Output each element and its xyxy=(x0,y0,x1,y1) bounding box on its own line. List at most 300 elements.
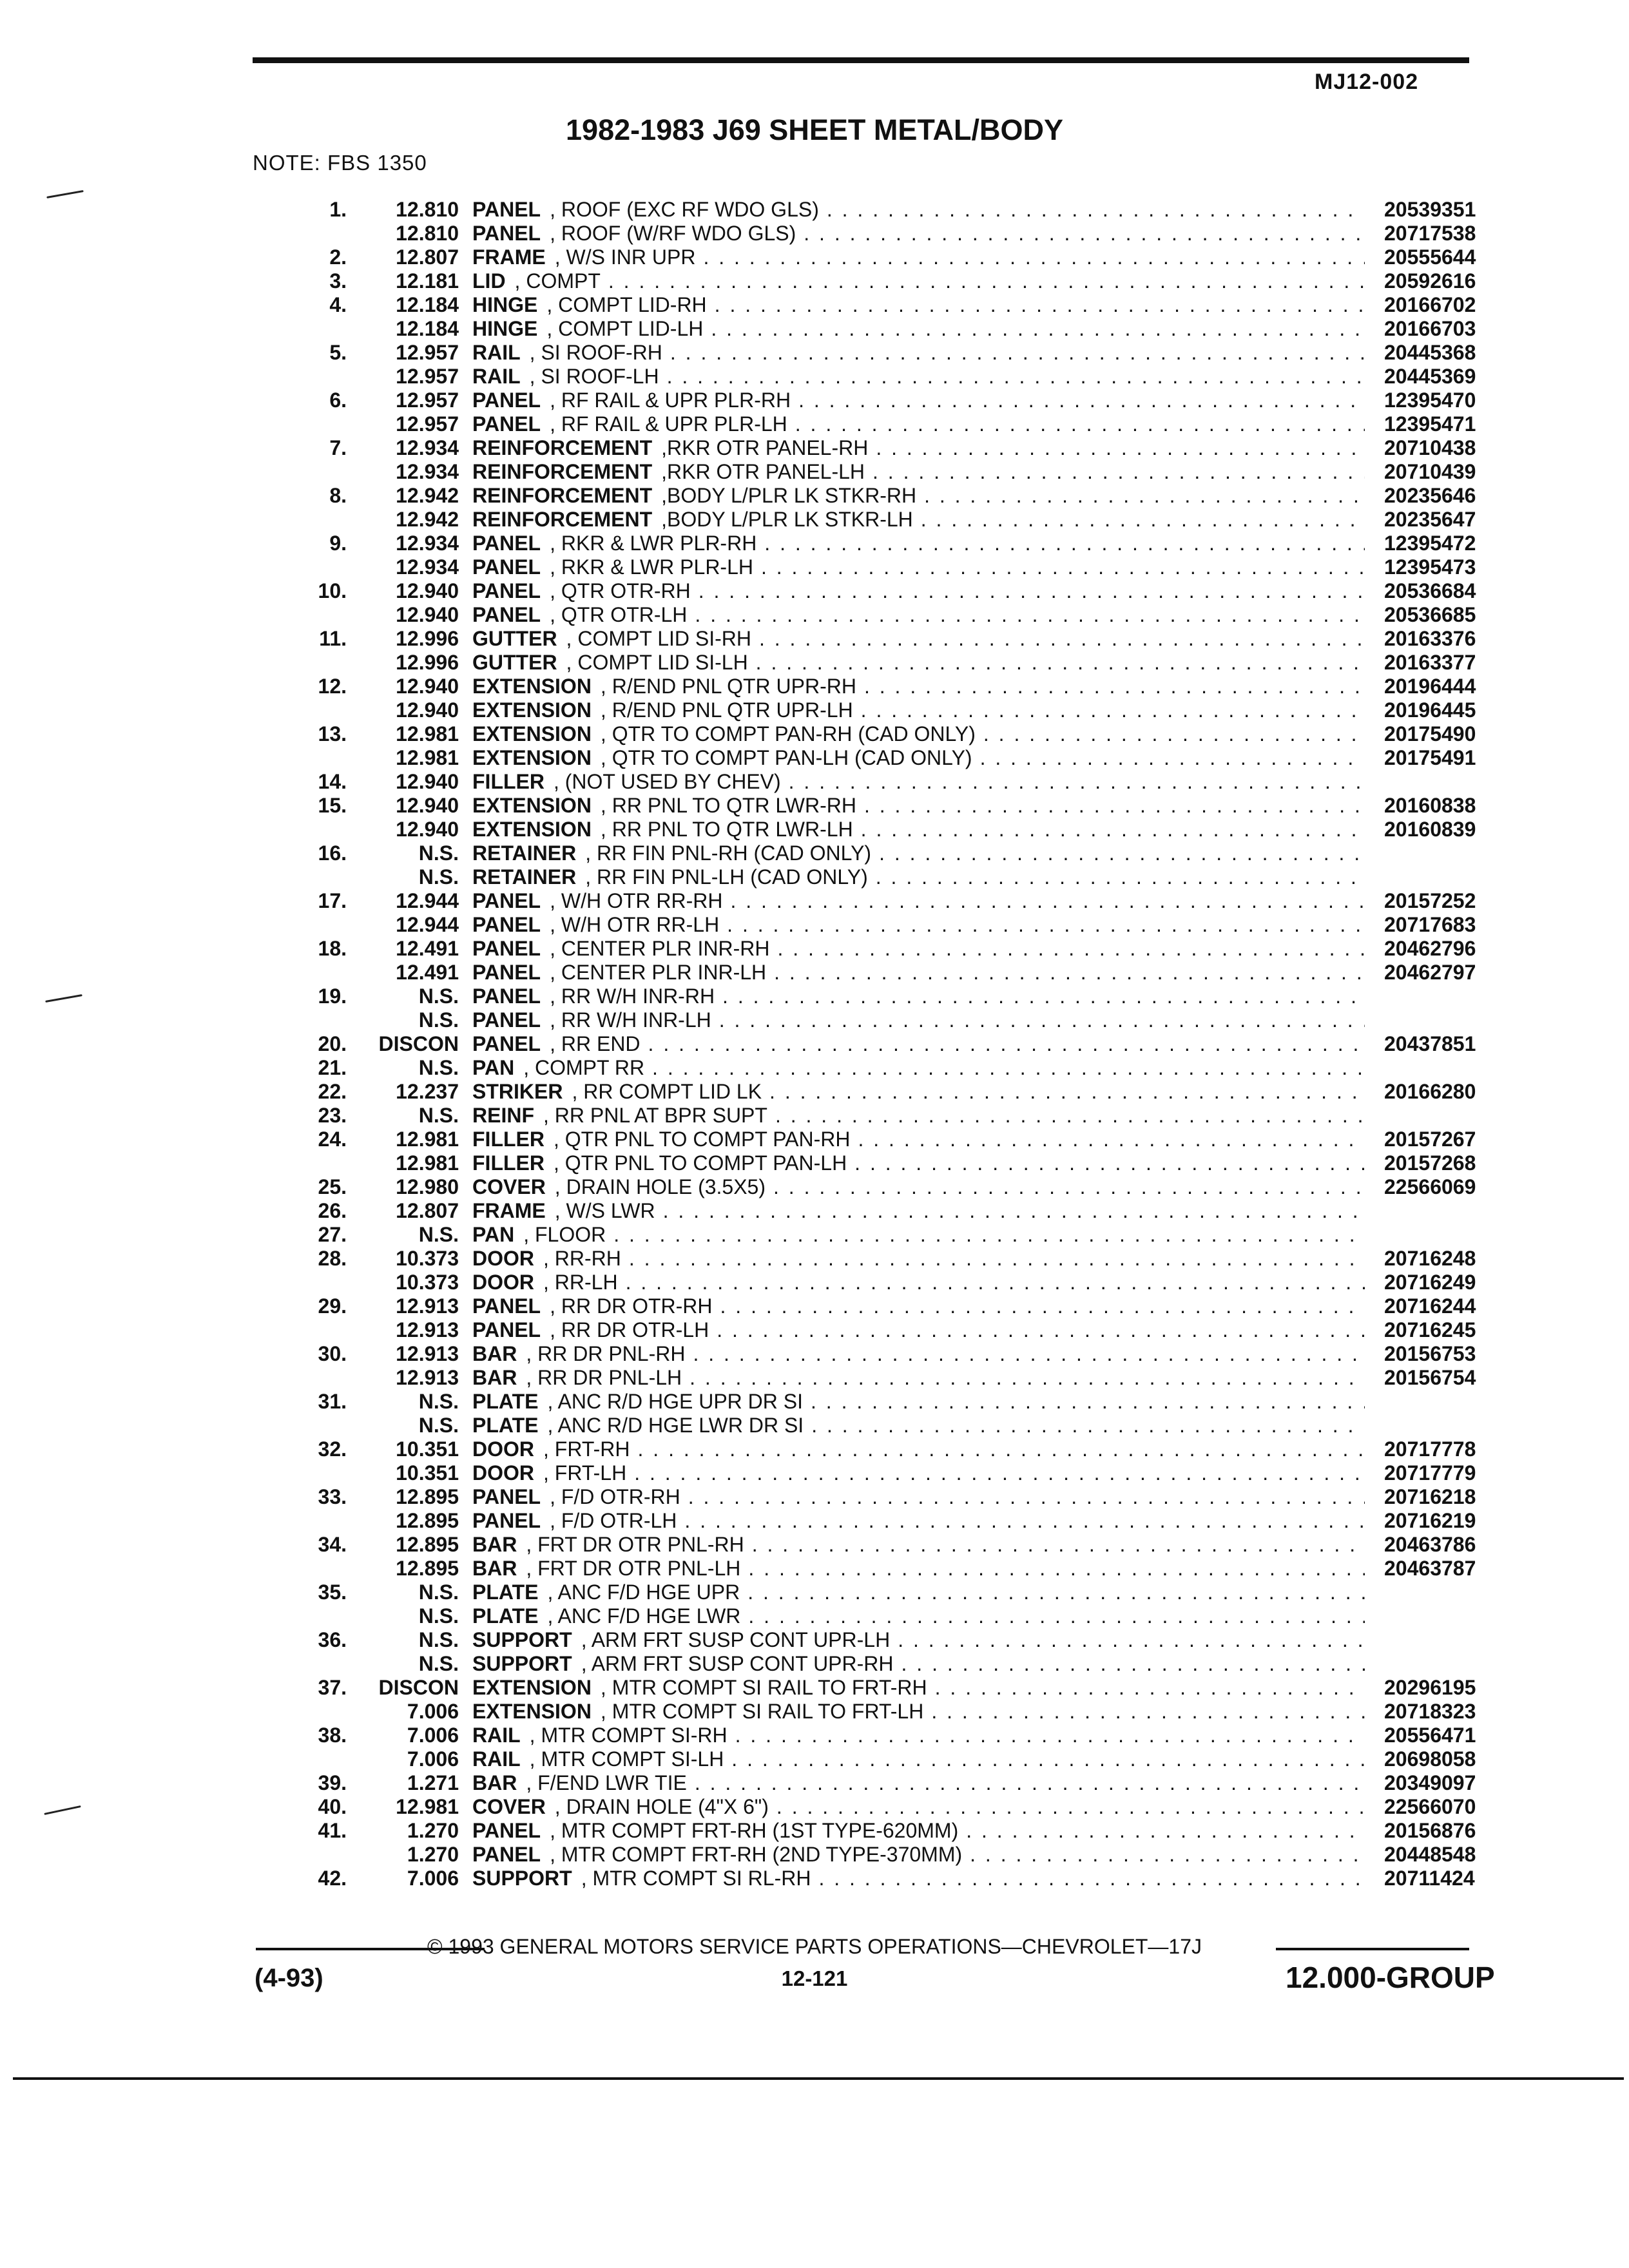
item-number: 1. xyxy=(329,198,347,221)
part-detail: , RR END xyxy=(550,1032,641,1055)
part-detail: , F/D OTR-RH xyxy=(550,1485,680,1508)
part-description xyxy=(472,937,1365,961)
parts-row xyxy=(0,412,1629,436)
part-number: 20156876 xyxy=(1384,1819,1476,1842)
group-number: 1.270 xyxy=(407,1819,459,1842)
leader-dots xyxy=(980,746,1365,770)
part-name: HINGE xyxy=(472,317,538,340)
parts-row xyxy=(0,961,1629,985)
group-number: 12.980 xyxy=(396,1175,459,1198)
part-name: REINFORCEMENT xyxy=(472,436,653,459)
part-detail: , RR-RH xyxy=(543,1247,621,1270)
leader-dots xyxy=(764,532,1365,555)
group-number: 12.940 xyxy=(396,603,459,626)
part-name: RAIL xyxy=(472,341,521,364)
part-name: COVER xyxy=(472,1795,546,1818)
part-name: EXTENSION xyxy=(472,818,592,841)
part-number: 20536685 xyxy=(1384,603,1476,626)
item-number: 32. xyxy=(318,1437,347,1461)
group-number: 12.895 xyxy=(396,1485,459,1508)
part-number: 12395473 xyxy=(1384,555,1476,579)
parts-row xyxy=(0,1461,1629,1485)
part-detail: , FRT DR OTR PNL-LH xyxy=(526,1557,741,1580)
part-name: FRAME xyxy=(472,245,546,269)
item-number: 6. xyxy=(329,389,347,412)
group-number: 12.944 xyxy=(396,913,459,936)
leader-dots xyxy=(731,1747,1365,1771)
part-detail: , FRT-LH xyxy=(543,1461,627,1485)
part-description xyxy=(472,317,1365,341)
leader-dots xyxy=(719,1008,1365,1032)
leader-dots xyxy=(804,222,1365,245)
leader-dots xyxy=(613,1223,1365,1247)
item-number: 21. xyxy=(318,1056,347,1079)
part-detail: , QTR TO COMPT PAN-LH (CAD ONLY) xyxy=(600,746,972,769)
group-number: N.S. xyxy=(418,1652,459,1675)
document-id: MJ12-002 xyxy=(1315,70,1419,94)
part-name: PANEL xyxy=(472,961,541,984)
part-detail: ,RKR OTR PANEL-LH xyxy=(661,460,865,483)
group-number: DISCON xyxy=(378,1032,459,1055)
page-number: 12-121 xyxy=(781,1966,848,1990)
item-number: 12. xyxy=(318,675,347,698)
part-description xyxy=(472,1032,1365,1056)
part-detail: , CENTER PLR INR-LH xyxy=(550,961,767,984)
group-number: 12.940 xyxy=(396,794,459,817)
item-number: 22. xyxy=(318,1080,347,1103)
leader-dots xyxy=(689,1366,1365,1390)
item-number: 33. xyxy=(318,1485,347,1508)
part-description xyxy=(472,1199,1365,1223)
part-number: 20716249 xyxy=(1384,1271,1476,1294)
group-number: 12.913 xyxy=(396,1366,459,1389)
part-name: PANEL xyxy=(472,1819,541,1842)
parts-row xyxy=(0,532,1629,555)
part-detail: , COMPT LID SI-RH xyxy=(566,627,751,650)
parts-row xyxy=(0,675,1629,698)
group-number: 12.940 xyxy=(396,698,459,722)
item-number: 38. xyxy=(318,1724,347,1747)
part-detail: , W/S LWR xyxy=(554,1199,655,1222)
leader-dots xyxy=(652,1056,1365,1080)
part-description xyxy=(472,1604,1365,1628)
leader-dots xyxy=(827,198,1365,222)
part-name: PANEL xyxy=(472,1485,541,1508)
part-detail: , W/H OTR RR-RH xyxy=(550,889,723,912)
part-description xyxy=(472,389,1365,412)
part-detail: , ANC F/D HGE LWR xyxy=(547,1604,741,1628)
part-description xyxy=(472,1557,1365,1581)
leader-dots xyxy=(684,1509,1365,1533)
part-description xyxy=(472,436,1365,460)
part-description xyxy=(472,1795,1365,1819)
item-number: 20. xyxy=(318,1032,347,1055)
part-detail: , R/END PNL QTR UPR-LH xyxy=(600,698,853,722)
part-description xyxy=(472,1414,1365,1437)
part-description xyxy=(472,1056,1365,1080)
item-number: 30. xyxy=(318,1342,347,1365)
group-number: 10.373 xyxy=(396,1271,459,1294)
parts-row xyxy=(0,937,1629,961)
part-detail: , RR W/H INR-LH xyxy=(550,1008,711,1032)
leader-dots xyxy=(775,1104,1365,1128)
parts-row xyxy=(0,1604,1629,1628)
leader-dots xyxy=(667,365,1365,389)
parts-row xyxy=(0,1151,1629,1175)
group-number: 12.957 xyxy=(396,341,459,364)
part-detail: , COMPT RR xyxy=(523,1056,645,1079)
group-number: 12.957 xyxy=(396,389,459,412)
part-name: PLATE xyxy=(472,1604,539,1628)
part-description xyxy=(472,412,1365,436)
group-number: 12.895 xyxy=(396,1509,459,1532)
parts-row xyxy=(0,1294,1629,1318)
part-description xyxy=(472,1318,1365,1342)
leader-dots xyxy=(861,698,1365,722)
group-number: 1.270 xyxy=(407,1843,459,1866)
part-number: 20175491 xyxy=(1384,746,1476,769)
parts-list xyxy=(0,198,1629,1890)
parts-row xyxy=(0,1390,1629,1414)
part-number: 20536684 xyxy=(1384,579,1476,602)
part-number: 20196445 xyxy=(1384,698,1476,722)
leader-dots xyxy=(898,1628,1365,1652)
item-number: 15. xyxy=(318,794,347,817)
part-description xyxy=(472,865,1365,889)
part-description xyxy=(472,1080,1365,1104)
part-name: EXTENSION xyxy=(472,746,592,769)
group-number: 12.237 xyxy=(396,1080,459,1103)
part-detail: , SI ROOF-RH xyxy=(529,341,662,364)
item-number: 18. xyxy=(318,937,347,960)
leader-dots xyxy=(924,484,1365,508)
bottom-rule xyxy=(13,2077,1624,2080)
leader-dots xyxy=(727,913,1365,937)
part-number: 20196444 xyxy=(1384,675,1476,698)
group-number: 12.940 xyxy=(396,770,459,793)
item-number: 42. xyxy=(318,1867,347,1890)
part-detail: , FLOOR xyxy=(523,1223,606,1246)
parts-row xyxy=(0,1247,1629,1271)
part-number: 20160838 xyxy=(1384,794,1476,817)
parts-row xyxy=(0,1795,1629,1819)
part-number: 20698058 xyxy=(1384,1747,1476,1771)
group-number: DISCON xyxy=(378,1676,459,1699)
part-description xyxy=(472,770,1365,794)
part-number: 20166702 xyxy=(1384,293,1476,316)
item-number: 9. xyxy=(329,532,347,555)
group-number: 12.181 xyxy=(396,269,459,293)
part-name: EXTENSION xyxy=(472,794,592,817)
part-detail: ,RKR OTR PANEL-RH xyxy=(661,436,869,459)
leader-dots xyxy=(638,1437,1365,1461)
leader-dots xyxy=(695,603,1365,627)
part-detail: , CENTER PLR INR-RH xyxy=(550,937,770,960)
parts-row xyxy=(0,627,1629,651)
part-description xyxy=(472,460,1365,484)
leader-dots xyxy=(858,1128,1365,1151)
item-number: 10. xyxy=(318,579,347,602)
item-number: 29. xyxy=(318,1294,347,1318)
part-name: PANEL xyxy=(472,532,541,555)
part-name: FILLER xyxy=(472,1128,545,1151)
item-number: 2. xyxy=(329,245,347,269)
group-number: N.S. xyxy=(418,1104,459,1127)
group-number: N.S. xyxy=(418,865,459,889)
parts-row xyxy=(0,698,1629,722)
part-description xyxy=(472,222,1365,245)
part-detail: , F/D OTR-LH xyxy=(550,1509,677,1532)
part-number: 20556471 xyxy=(1384,1724,1476,1747)
part-name: REINFORCEMENT xyxy=(472,484,653,507)
part-detail: , RR PNL TO QTR LWR-LH xyxy=(600,818,853,841)
parts-row xyxy=(0,317,1629,341)
parts-row xyxy=(0,1104,1629,1128)
leader-dots xyxy=(864,675,1365,698)
group-number: N.S. xyxy=(418,1581,459,1604)
part-name: HINGE xyxy=(472,293,538,316)
part-detail: , W/H OTR RR-LH xyxy=(550,913,720,936)
parts-row xyxy=(0,1199,1629,1223)
part-number: 12395472 xyxy=(1384,532,1476,555)
part-description xyxy=(472,603,1365,627)
part-description xyxy=(472,1437,1365,1461)
part-name: PANEL xyxy=(472,1032,541,1055)
group-number: 12.940 xyxy=(396,579,459,602)
part-detail: , RF RAIL & UPR PLR-LH xyxy=(550,412,787,436)
leader-dots xyxy=(688,1485,1365,1509)
parts-row xyxy=(0,365,1629,389)
part-detail: ,BODY L/PLR LK STKR-LH xyxy=(661,508,913,531)
group-number: 12.895 xyxy=(396,1557,459,1580)
part-number: 20448548 xyxy=(1384,1843,1476,1866)
parts-row xyxy=(0,269,1629,293)
leader-dots xyxy=(748,1557,1365,1581)
parts-row xyxy=(0,651,1629,675)
leader-dots xyxy=(970,1843,1365,1867)
part-number: 12395470 xyxy=(1384,389,1476,412)
part-number: 20349097 xyxy=(1384,1771,1476,1794)
part-description xyxy=(472,1747,1365,1771)
part-description xyxy=(472,1104,1365,1128)
parts-row xyxy=(0,841,1629,865)
part-number: 20445369 xyxy=(1384,365,1476,388)
part-name: RAIL xyxy=(472,365,521,388)
group-number: 7.006 xyxy=(407,1747,459,1771)
part-number: 20592616 xyxy=(1384,269,1476,293)
part-name: PAN xyxy=(472,1223,515,1246)
group-number: 12.942 xyxy=(396,508,459,531)
parts-row xyxy=(0,818,1629,841)
leader-dots xyxy=(747,1581,1365,1604)
leader-dots xyxy=(720,1294,1365,1318)
part-description xyxy=(472,1366,1365,1390)
part-number: 20235646 xyxy=(1384,484,1476,507)
part-name: PANEL xyxy=(472,579,541,602)
part-detail: , RR COMPT LID LK xyxy=(572,1080,762,1103)
part-description xyxy=(472,341,1365,365)
group-number: 12.913 xyxy=(396,1318,459,1341)
part-detail: , RR FIN PNL-RH (CAD ONLY) xyxy=(585,841,872,865)
part-detail: , ARM FRT SUSP CONT UPR-RH xyxy=(581,1652,894,1675)
group-number: 10.351 xyxy=(396,1461,459,1485)
leader-dots xyxy=(879,841,1365,865)
part-number: 20235647 xyxy=(1384,508,1476,531)
part-number: 20716218 xyxy=(1384,1485,1476,1508)
parts-row xyxy=(0,198,1629,222)
leader-dots xyxy=(715,293,1365,317)
parts-row xyxy=(0,770,1629,794)
part-number: 20437851 xyxy=(1384,1032,1476,1055)
part-name: COVER xyxy=(472,1175,546,1198)
part-description xyxy=(472,1247,1365,1271)
leader-dots xyxy=(608,269,1365,293)
part-name: RAIL xyxy=(472,1747,521,1771)
group-number: N.S. xyxy=(418,985,459,1008)
leader-dots xyxy=(876,436,1365,460)
parts-row xyxy=(0,1485,1629,1509)
parts-row xyxy=(0,1223,1629,1247)
part-name: GUTTER xyxy=(472,651,557,674)
part-name: BAR xyxy=(472,1533,517,1556)
part-name: EXTENSION xyxy=(472,722,592,745)
part-description xyxy=(472,1485,1365,1509)
part-detail: , ANC F/D HGE UPR xyxy=(547,1581,740,1604)
part-name: BAR xyxy=(472,1771,517,1794)
parts-row xyxy=(0,603,1629,627)
part-name: FILLER xyxy=(472,1151,545,1175)
part-description xyxy=(472,1652,1365,1676)
parts-row xyxy=(0,1700,1629,1724)
part-description xyxy=(472,841,1365,865)
part-name: PLATE xyxy=(472,1414,539,1437)
part-detail: , QTR OTR-RH xyxy=(550,579,691,602)
part-name: PANEL xyxy=(472,1843,541,1866)
leader-dots xyxy=(811,1414,1365,1437)
parts-row xyxy=(0,1819,1629,1843)
parts-row xyxy=(0,1008,1629,1032)
group-number: 12.913 xyxy=(396,1294,459,1318)
parts-row xyxy=(0,1724,1629,1747)
leader-dots xyxy=(931,1700,1365,1724)
part-number: 20296195 xyxy=(1384,1676,1476,1699)
parts-row xyxy=(0,484,1629,508)
part-name: PANEL xyxy=(472,555,541,579)
part-description xyxy=(472,651,1365,675)
leader-dots xyxy=(703,245,1365,269)
part-detail: , MTR COMPT SI RAIL TO FRT-RH xyxy=(600,1676,927,1699)
part-name: PANEL xyxy=(472,603,541,626)
part-detail: , (NOT USED BY CHEV) xyxy=(553,770,781,793)
part-detail: , MTR COMPT SI RAIL TO FRT-LH xyxy=(600,1700,924,1723)
part-description xyxy=(472,985,1365,1008)
leader-dots xyxy=(699,579,1365,603)
part-name: RETAINER xyxy=(472,865,577,889)
part-name: REINF xyxy=(472,1104,534,1127)
group-number: N.S. xyxy=(418,1008,459,1032)
part-description xyxy=(472,1676,1365,1700)
revision-date: (4-93) xyxy=(255,1964,323,1992)
part-number: 20463787 xyxy=(1384,1557,1476,1580)
leader-dots xyxy=(773,1175,1365,1199)
parts-row xyxy=(0,794,1629,818)
part-description xyxy=(472,722,1365,746)
parts-row xyxy=(0,436,1629,460)
group-number: 12.934 xyxy=(396,532,459,555)
leader-dots xyxy=(761,555,1365,579)
part-number: 12395471 xyxy=(1384,412,1476,436)
part-description xyxy=(472,293,1365,317)
part-detail: , MTR COMPT SI-RH xyxy=(529,1724,728,1747)
part-description xyxy=(472,508,1365,532)
group-number: 12.184 xyxy=(396,293,459,316)
group-number: 12.807 xyxy=(396,1199,459,1222)
part-description xyxy=(472,1223,1365,1247)
parts-row xyxy=(0,293,1629,317)
part-detail: , F/END LWR TIE xyxy=(526,1771,687,1794)
part-detail: , W/S INR UPR xyxy=(554,245,696,269)
parts-row xyxy=(0,1771,1629,1795)
part-name: BAR xyxy=(472,1342,517,1365)
part-detail: , RR DR OTR-LH xyxy=(550,1318,709,1341)
part-number: 20163377 xyxy=(1384,651,1476,674)
leader-dots xyxy=(769,1080,1365,1104)
group-number: 12.491 xyxy=(396,937,459,960)
group-number: 7.006 xyxy=(407,1867,459,1890)
group-number: 12.807 xyxy=(396,245,459,269)
part-detail: , MTR COMPT SI-LH xyxy=(529,1747,724,1771)
leader-dots xyxy=(648,1032,1365,1056)
part-description xyxy=(472,1342,1365,1366)
part-description xyxy=(472,1724,1365,1747)
parts-row xyxy=(0,508,1629,532)
leader-dots xyxy=(776,1795,1365,1819)
group-number: 12.981 xyxy=(396,1151,459,1175)
part-name: PANEL xyxy=(472,913,541,936)
part-name: FRAME xyxy=(472,1199,546,1222)
part-description xyxy=(472,961,1365,985)
parts-row xyxy=(0,1509,1629,1533)
leader-dots xyxy=(634,1461,1365,1485)
part-detail: , MTR COMPT FRT-RH (1ST TYPE-620MM) xyxy=(550,1819,959,1842)
group-number: 7.006 xyxy=(407,1700,459,1723)
group-number: 12.913 xyxy=(396,1342,459,1365)
item-number: 16. xyxy=(318,841,347,865)
item-number: 41. xyxy=(318,1819,347,1842)
item-number: 36. xyxy=(318,1628,347,1651)
part-description xyxy=(472,1509,1365,1533)
parts-row xyxy=(0,1056,1629,1080)
parts-row xyxy=(0,1652,1629,1676)
parts-row xyxy=(0,1676,1629,1700)
item-number: 40. xyxy=(318,1795,347,1818)
part-description xyxy=(472,1533,1365,1557)
part-name: GUTTER xyxy=(472,627,557,650)
group-number: 12.810 xyxy=(396,198,459,221)
parts-row xyxy=(0,1557,1629,1581)
part-detail: , QTR PNL TO COMPT PAN-LH xyxy=(553,1151,847,1175)
group-number: 12.184 xyxy=(396,317,459,340)
part-detail: , RKR & LWR PLR-LH xyxy=(550,555,753,579)
part-name: PANEL xyxy=(472,198,541,221)
part-name: PANEL xyxy=(472,389,541,412)
item-number: 14. xyxy=(318,770,347,793)
item-number: 4. xyxy=(329,293,347,316)
item-number: 28. xyxy=(318,1247,347,1270)
parts-row xyxy=(0,1128,1629,1151)
part-number: 20716244 xyxy=(1384,1294,1476,1318)
part-description xyxy=(472,1294,1365,1318)
